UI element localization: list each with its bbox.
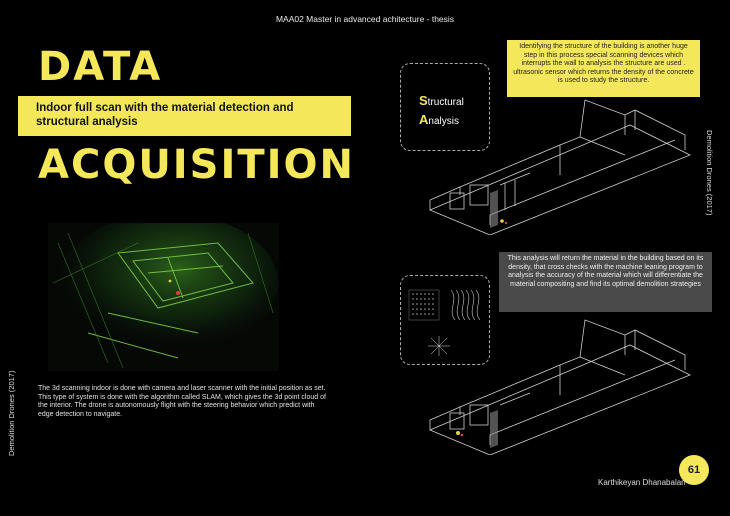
side-label-right-text: Demolition Drones (2017) — [705, 130, 714, 216]
side-label-left — [3, 370, 33, 456]
structure-text-box: Identifying the structure of the building is another huge step in this process special scanning devices which interrupts the wall to analysis the structure are used . ultrasonic sensor which returns the density of the concrete is used to study the structure. — [507, 40, 700, 97]
structural-rest: tructural — [427, 97, 464, 108]
point-cloud-image — [48, 223, 279, 371]
analysis-cap: A — [419, 112, 429, 127]
subtitle-bar: Indoor full scan with the material detection and structural analysis — [18, 96, 351, 136]
material-text-box: This analysis will return the material in the building based on its density, that cross checks with the machine leaning program to analysis the accuracy of the material which will differentiate the material compositing and find its optimal demolition strategies — [499, 252, 712, 312]
building-drawing-bottom — [420, 295, 700, 455]
side-label-left-text: Demolition Drones (2017) — [7, 370, 16, 456]
author-name: Karthikeyan Dhanabalan — [598, 478, 686, 487]
title-data: DATA — [38, 44, 163, 90]
title-acquisition: ACQUISITION — [38, 142, 356, 188]
analysis-rest: nalysis — [428, 116, 459, 127]
page-header: MAA02 Master in advanced achitecture - thesis — [275, 14, 455, 24]
structural-cap: S — [419, 93, 428, 108]
scan-description: The 3d scanning indoor is done with camera and laser scanner with the initial position as set. This type of system is done with the algorithm called SLAM, which gives the 3d point cloud of the interior. The drone is autonomously flight with the steering behavior which predict with edge detection to navigate. — [38, 385, 326, 418]
page-number-badge: 61 — [679, 455, 709, 485]
building-drawing-top — [420, 75, 700, 235]
side-label-right — [700, 130, 720, 230]
